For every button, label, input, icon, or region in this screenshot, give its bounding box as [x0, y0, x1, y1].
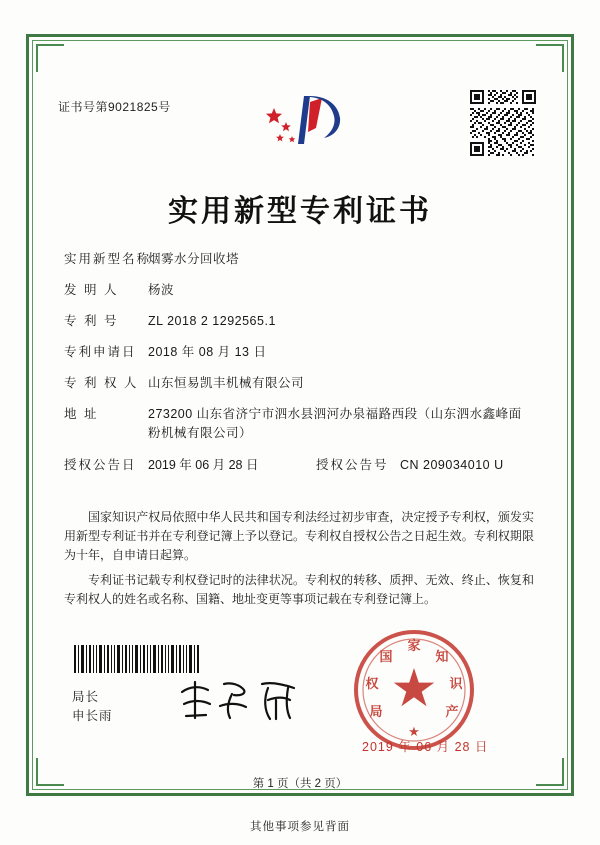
field-label: 专利申请日	[64, 345, 137, 359]
svg-text:权: 权	[365, 677, 379, 692]
field-value-grant-no: CN 209034010 U	[400, 458, 504, 472]
field-row-patentee	[64, 374, 534, 392]
field-value: 杨波	[148, 283, 175, 297]
barcode-icon	[74, 645, 200, 673]
legal-text	[64, 508, 534, 615]
certificate-number: 证书号第9021825号	[58, 100, 171, 114]
qr-code-icon	[470, 90, 536, 156]
page-number: 第 1 页（共 2 页）	[252, 778, 348, 790]
back-side-note: 其他事项参见背面	[250, 821, 350, 833]
page-title: 实用新型专利证书	[168, 194, 432, 229]
svg-text:国: 国	[379, 650, 393, 665]
field-row-application-date	[64, 343, 534, 361]
paragraph-2: 专利证书记载专利权登记时的法律状况。专利权的转移、质押、无效、终止、恢复和专利权人的姓名或名称、国籍、地址变更等事项记载在专利登记簿上。	[64, 573, 534, 606]
field-row-patent-no	[64, 312, 534, 330]
field-row-address	[64, 405, 534, 443]
field-row-grant	[64, 456, 534, 474]
official-seal	[352, 628, 476, 752]
paragraph-1: 国家知识产权局依照中华人民共和国专利法经过初步审查，决定授予专利权，颁发实用新型专利证书并在专利登记簿上予以登记。专利权自授权公告之日起生效。专利权期限为十年，自申请日起算。	[64, 510, 534, 562]
field-label: 专 利 号	[64, 314, 119, 328]
signature-title	[72, 688, 113, 726]
svg-text:识: 识	[449, 677, 463, 692]
svg-text:局: 局	[369, 705, 383, 720]
signature-title-line1: 局长	[72, 690, 100, 704]
cnipa-logo-icon	[252, 88, 348, 154]
field-label: 实用新型名称	[64, 252, 152, 266]
field-value: 273200 山东省济宁市泗水县泗河办泉福路西段（山东泗水鑫峰面粉机械有限公司）	[148, 407, 522, 440]
field-value: 2018 年 08 月 13 日	[148, 345, 267, 359]
corner-ornament-top-right	[536, 44, 564, 72]
handwritten-signature	[176, 676, 306, 724]
field-value: 烟雾水分回收塔	[148, 252, 240, 266]
field-value-grant-date: 2019 年 06 月 28 日	[148, 458, 259, 472]
svg-text:家: 家	[407, 639, 421, 654]
field-value: 山东恒易凯丰机械有限公司	[148, 376, 305, 390]
corner-ornament-top-left	[36, 44, 64, 72]
svg-text:★: ★	[408, 725, 420, 740]
signature-title-line2: 申长雨	[72, 709, 113, 723]
field-value: ZL 2018 2 1292565.1	[148, 314, 276, 328]
seal-date: 2019 年 06 月 28 日	[362, 740, 489, 754]
field-label-grant-date: 授权公告日	[64, 458, 137, 472]
field-label-grant-no: 授权公告号	[316, 458, 389, 472]
field-label: 专 利 权 人	[64, 376, 139, 390]
field-label: 发 明 人	[64, 283, 119, 297]
svg-text:知: 知	[435, 650, 449, 665]
field-label: 地 址	[64, 407, 99, 421]
svg-text:产: 产	[445, 705, 459, 720]
field-list	[64, 250, 534, 487]
field-row-name	[64, 250, 534, 268]
field-row-inventor	[64, 281, 534, 299]
